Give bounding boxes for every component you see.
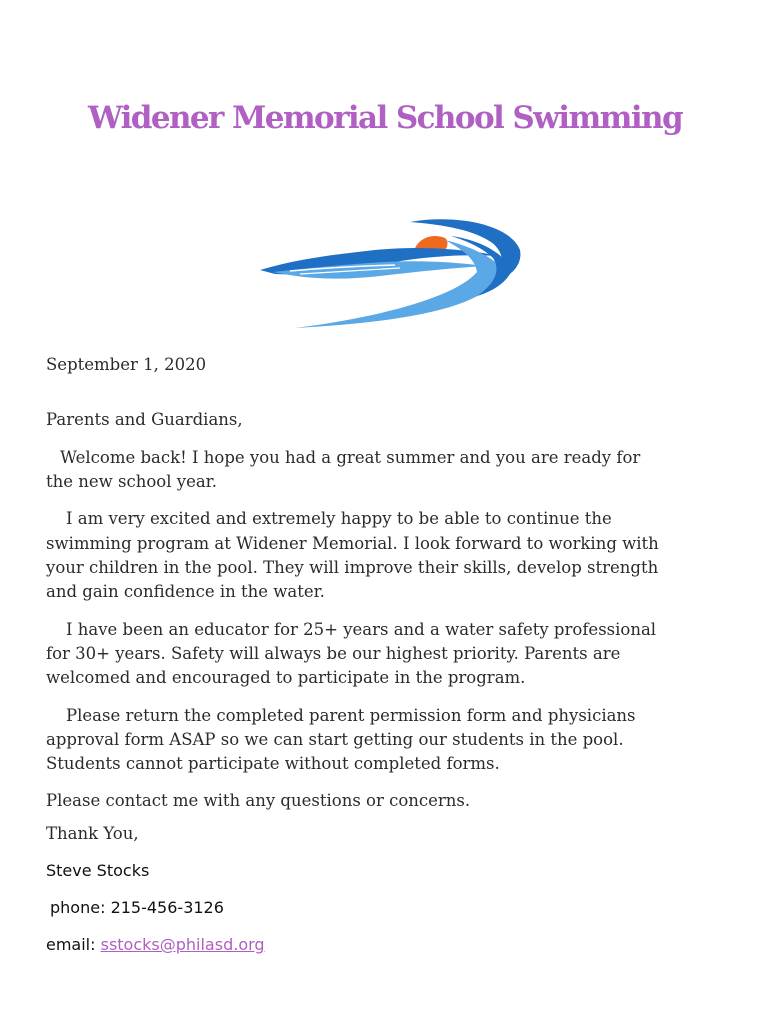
paragraph-line: Please return the completed parent permission form and physicians [66,706,636,725]
paragraph-line: I am very excited and extremely happy to be able to continue the [66,509,612,528]
contact-line: Please contact me with any questions or concerns. [46,791,471,810]
page-title: Widener Memorial School Swimming [87,100,683,136]
phone-label: phone: [50,898,106,917]
paragraph-line: welcomed and encouraged to participate in the program. [46,668,526,687]
signature-name: Steve Stocks [46,861,150,880]
swimmer-logo [255,210,523,335]
paragraph-line: for 30+ years. Safety will always be our highest priority. Parents are [46,644,621,663]
email-label: email: [46,935,96,954]
email-line [46,933,736,958]
paragraph-line: Welcome back! I hope you had a great summer and you are ready for [60,448,641,467]
phone-number: 215-456-3126 [110,898,224,917]
paragraph-line: approval form ASAP so we can start getting our students in the pool. [46,730,624,749]
paragraph-line: I have been an educator for 25+ years and a water safety professional [66,620,657,639]
phone-line [46,896,740,921]
paragraph-line: swimming program at Widener Memorial. I look forward to working with [46,534,659,553]
paragraph-line: your children in the pool. They will improve their skills, develop strength [46,558,659,577]
paragraph-line: Students cannot participate without completed forms. [46,754,500,773]
closing: Thank You, [46,824,139,843]
paragraph-line: and gain confidence in the water. [46,582,325,601]
email-link[interactable]: sstocks@philasd.org [100,935,265,954]
paragraph-line: the new school year. [46,472,217,491]
letter-date: September 1, 2020 [46,355,207,374]
salutation: Parents and Guardians, [46,410,243,429]
